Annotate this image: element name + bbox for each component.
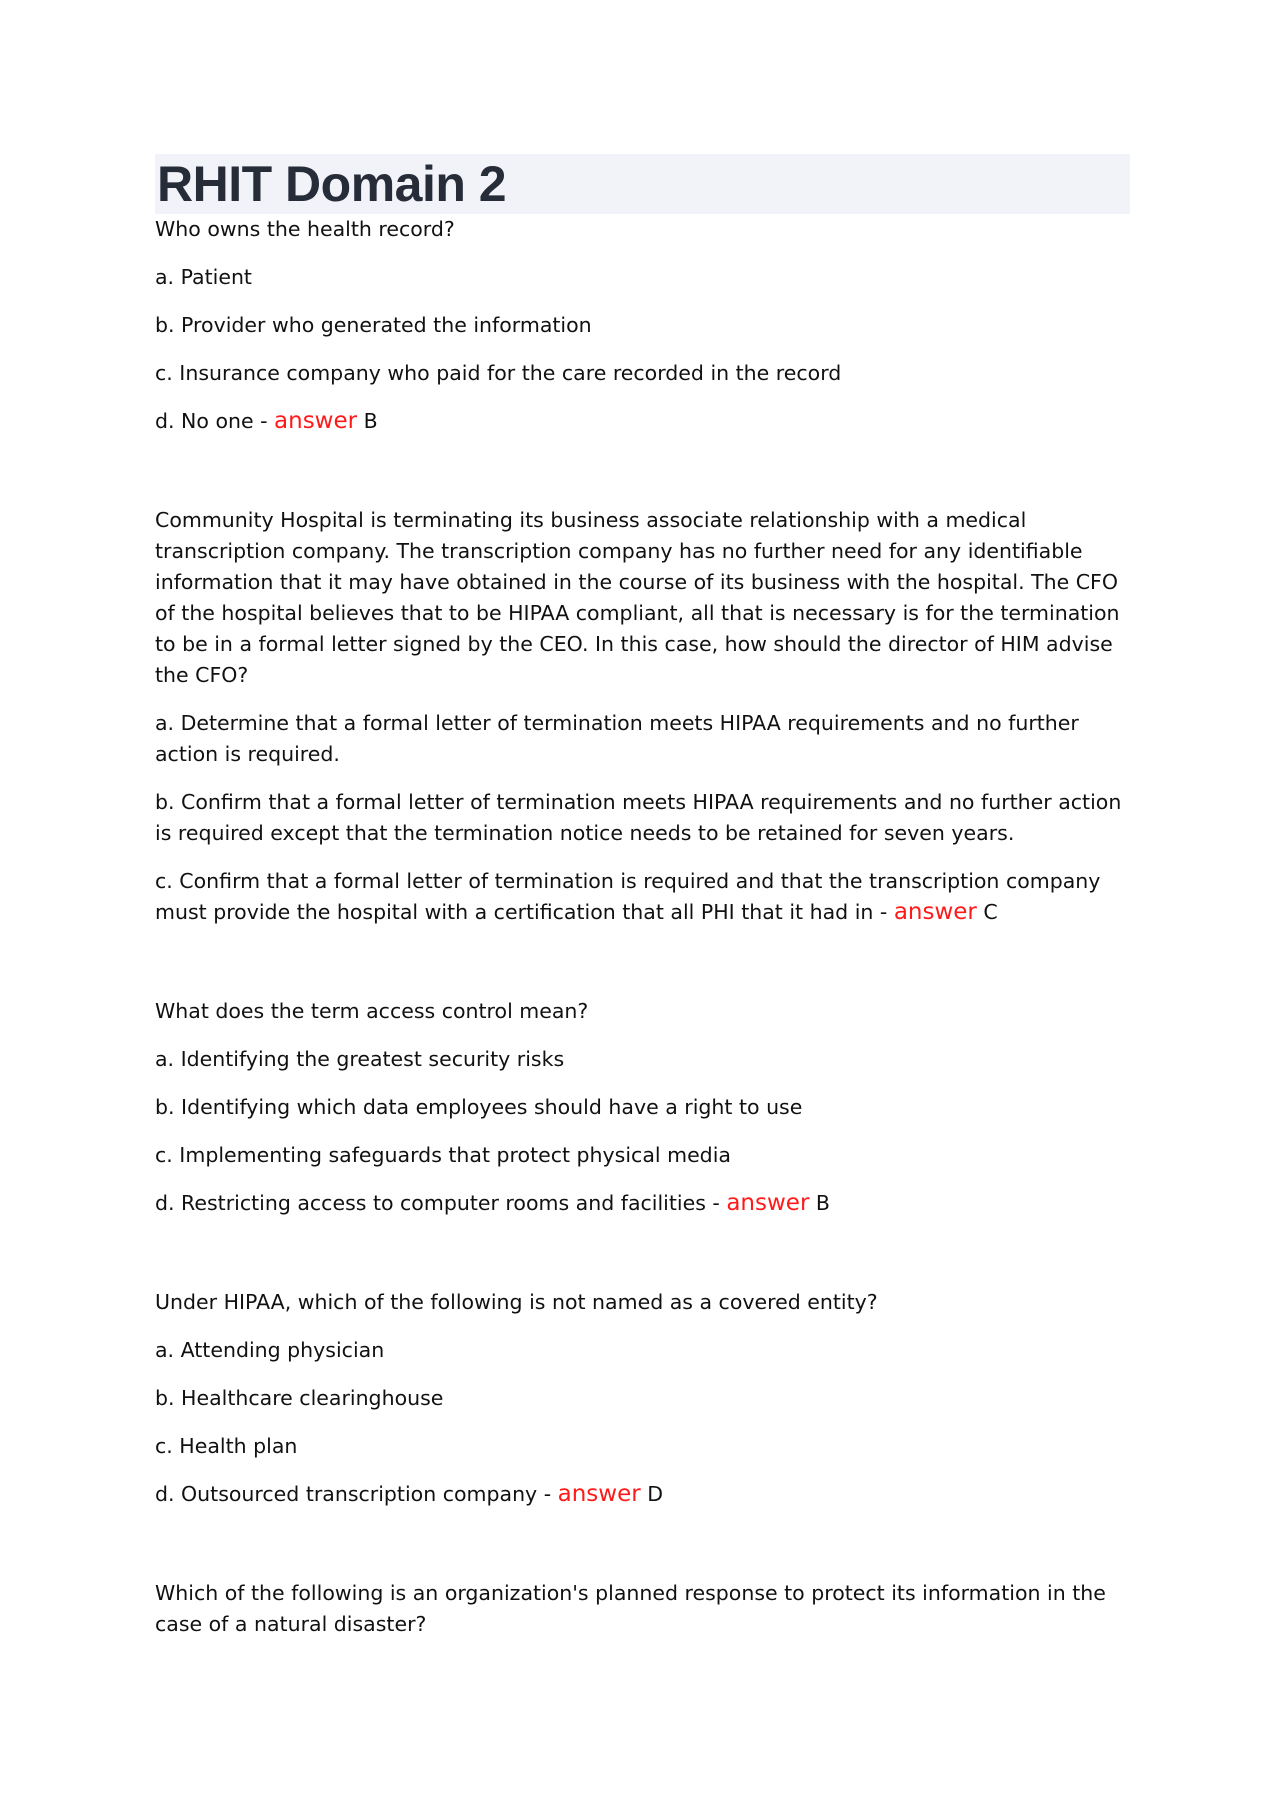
question-text: Under HIPAA, which of the following is not named as a covered entity? [155,1290,878,1314]
question-text: Community Hospital is terminating its business associate relationship with a medical transcription company. The transcription company has no further need for any identifiable information that it may have obtained in the course of its business with the hospital. The CFO of the hospital believes that to be HIPAA compliant, all that is necessary is for the termination to be in a formal letter signed by the CEO. In this case, how should the director of HIM advise the CFO? [155,508,1120,687]
option-c: c. Implementing safeguards that protect physical media [155,1143,731,1167]
answer-label: answer [893,899,977,925]
option-b: b. Provider who generated the information [155,313,592,337]
answer-label: answer [557,1481,641,1507]
question-1 [155,214,1130,437]
question-text: Which of the following is an organization's planned response to protect its information in the case of a natural disaster? [155,1581,1106,1636]
page-title: RHIT Domain 2 [157,156,507,212]
question-separator [155,1527,1130,1578]
option-a: a. Attending physician [155,1338,385,1362]
option-d [155,406,1130,437]
option-a: a. Determine that a formal letter of termination meets HIPAA requirements and no further action is required. [155,711,1079,766]
title-bar [155,154,1130,214]
question-text: Who owns the health record? [155,217,455,241]
option-b: b. Healthcare clearinghouse [155,1386,444,1410]
question-separator [155,1236,1130,1287]
option-d [155,1479,1130,1510]
option-c: c. Health plan [155,1434,298,1458]
option-a: a. Patient [155,265,252,289]
answer-letter: D [640,1482,664,1506]
option-text: d. No one - [155,409,275,433]
answer-letter: B [357,409,378,433]
question-2 [155,505,1130,928]
document-content [155,154,1130,1657]
option-b: b. Confirm that a formal letter of termination meets HIPAA requirements and no further action is required except that the termination notice needs to be retained for seven years. [155,790,1122,845]
question-separator [155,454,1130,505]
option-b: b. Identifying which data employees should have a right to use [155,1095,803,1119]
answer-letter: B [809,1191,830,1215]
option-c [155,866,1130,928]
option-text: c. Confirm that a formal letter of termination is required and that the transcription company must provide the hospital with a certification that all PHI that it had in - [155,869,1101,924]
question-text: What does the term access control mean? [155,999,589,1023]
option-c: c. Insurance company who paid for the care recorded in the record [155,361,842,385]
option-a: a. Identifying the greatest security risks [155,1047,565,1071]
question-3 [155,996,1130,1219]
answer-label: answer [726,1190,810,1216]
question-5 [155,1578,1130,1640]
answer-label: answer [274,408,358,434]
option-d [155,1188,1130,1219]
question-separator [155,945,1130,996]
answer-letter: C [976,900,998,924]
question-4 [155,1287,1130,1510]
option-text: d. Restricting access to computer rooms and facilities - [155,1191,727,1215]
option-text: d. Outsourced transcription company - [155,1482,558,1506]
